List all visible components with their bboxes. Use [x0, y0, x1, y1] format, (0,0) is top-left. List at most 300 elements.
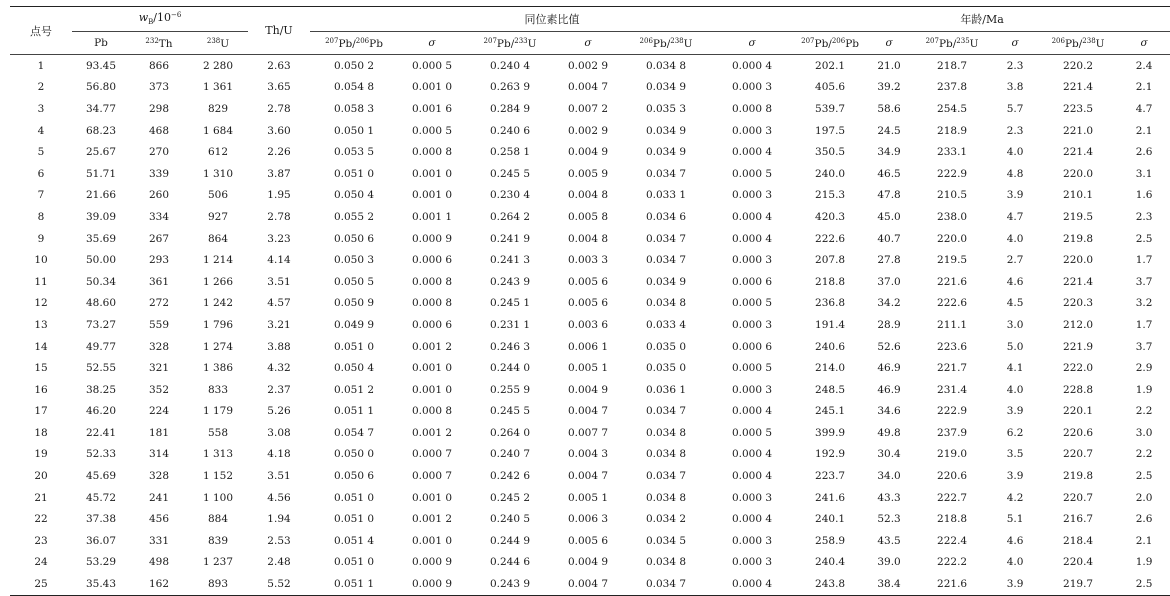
cell-age-207-235: 221.7 — [937, 362, 968, 375]
cell-point-number: 6 — [37, 167, 45, 180]
cell-point-number: 7 — [37, 189, 45, 202]
header-age-207-206-sigma: σ — [866, 32, 912, 55]
cell-age-206-238: 220.7 — [1063, 448, 1094, 461]
cell-pb: 53.29 — [85, 556, 117, 569]
cell-age-207-206-sigma: 52.6 — [877, 340, 901, 353]
cell-ratio-207-206: 0.050 5 — [333, 275, 375, 288]
cell-age-206-238: 221.4 — [1063, 275, 1094, 288]
cell-age-207-235-sigma: 3.9 — [1006, 405, 1024, 418]
cell-point-number: 22 — [34, 513, 48, 526]
cell-ratio-207-235-sigma: 0.005 1 — [567, 491, 609, 504]
cell-ratio-206-238-sigma: 0.000 5 — [731, 362, 773, 375]
cell-age-207-235-sigma: 4.6 — [1006, 275, 1024, 288]
cell-ratio-207-235-sigma: 0.006 1 — [567, 340, 609, 353]
table-row — [10, 487, 1170, 509]
cell-age-207-235-sigma: 4.0 — [1006, 232, 1024, 245]
cell-ratio-206-238-sigma: 0.000 3 — [731, 383, 773, 396]
table-row — [10, 530, 1170, 552]
header-age-206pb-238u: $^{206}$Pb/$^{238}$U — [1038, 32, 1118, 55]
cell-u238: 833 — [207, 383, 229, 396]
cell-ratio-206-238: 0.035 0 — [645, 340, 687, 353]
cell-ratio-206-238-sigma: 0.000 3 — [731, 81, 773, 94]
cell-age-207-235: 211.1 — [937, 318, 968, 331]
cell-point-number: 25 — [10, 573, 72, 595]
cell-age-206-238: 220.7 — [1063, 491, 1094, 504]
cell-age-207-206: 215.3 — [815, 189, 846, 202]
cell-pb: 56.80 — [85, 81, 117, 94]
cell-age-207-206-sigma: 39.0 — [877, 556, 901, 569]
cell-age-207-206: 539.7 — [815, 102, 846, 115]
cell-age-207-206: 191.4 — [815, 318, 846, 331]
cell-age-207-235: 221.6 — [912, 573, 992, 595]
cell-ratio-207-206-sigma: 0.000 9 — [411, 556, 453, 569]
cell-ratio-207-235-sigma: 0.004 8 — [567, 189, 609, 202]
cell-age-206-238: 223.5 — [1063, 102, 1094, 115]
cell-th-u: 3.88 — [267, 340, 291, 353]
cell-ratio-206-238: 0.034 9 — [645, 146, 687, 159]
cell-u238: 1 386 — [202, 362, 234, 375]
cell-point-number: 13 — [34, 318, 48, 331]
cell-age-207-235: 237.8 — [937, 81, 968, 94]
cell-ratio-207-235: 0.243 9 — [489, 275, 531, 288]
cell-ratio-207-206: 0.051 0 — [333, 491, 375, 504]
table-row — [10, 185, 1170, 207]
cell-age-206-238: 220.0 — [1063, 254, 1094, 267]
cell-age-207-235-sigma: 4.6 — [1006, 534, 1024, 547]
cell-ratio-206-238: 0.034 8 — [645, 297, 687, 310]
cell-age-207-206: 240.0 — [815, 167, 846, 180]
cell-age-207-206: 243.8 — [794, 573, 866, 595]
cell-age-207-235: 238.0 — [937, 210, 968, 223]
cell-age-206-238: 216.7 — [1063, 513, 1094, 526]
cell-ratio-206-238: 0.034 8 — [645, 491, 687, 504]
cell-ratio-207-235: 0.243 9 — [466, 573, 554, 595]
cell-th-u: 2.78 — [267, 210, 291, 223]
cell-ratio-206-238-sigma: 0.000 3 — [731, 491, 773, 504]
cell-th232: 260 — [148, 189, 170, 202]
cell-th232: 559 — [148, 318, 170, 331]
cell-age-206-238-sigma: 2.1 — [1135, 124, 1153, 137]
cell-age-207-206-sigma: 43.3 — [877, 491, 901, 504]
cell-ratio-206-238-sigma: 0.000 4 — [731, 448, 773, 461]
cell-ratio-206-238: 0.034 9 — [645, 124, 687, 137]
cell-pb: 45.69 — [85, 470, 117, 483]
cell-age-207-235-sigma: 3.0 — [1006, 318, 1024, 331]
cell-pb: 35.43 — [72, 573, 130, 595]
cell-ratio-207-206: 0.050 4 — [333, 362, 375, 375]
cell-ratio-207-235: 0.245 5 — [489, 167, 531, 180]
cell-age-206-238: 221.4 — [1063, 81, 1094, 94]
cell-age-206-238-sigma: 3.0 — [1135, 426, 1153, 439]
cell-ratio-206-238-sigma: 0.000 3 — [731, 254, 773, 267]
table-row — [10, 141, 1170, 163]
header-age-group: 年龄/Ma — [794, 7, 1170, 32]
cell-age-206-238: 221.9 — [1063, 340, 1094, 353]
cell-age-206-238-sigma: 2.2 — [1135, 405, 1153, 418]
cell-th232: 298 — [148, 102, 170, 115]
table-row — [10, 552, 1170, 574]
cell-th232: 267 — [148, 232, 170, 245]
cell-u238: 864 — [207, 232, 229, 245]
cell-ratio-206-238-sigma: 0.000 4 — [731, 59, 773, 72]
cell-ratio-206-238-sigma: 0.000 4 — [731, 513, 773, 526]
table-row — [10, 77, 1170, 99]
cell-age-206-238: 228.8 — [1063, 383, 1094, 396]
cell-ratio-207-206-sigma: 0.000 7 — [411, 470, 453, 483]
cell-age-207-206-sigma: 45.0 — [877, 210, 901, 223]
cell-age-207-235-sigma: 4.2 — [1006, 491, 1024, 504]
cell-ratio-207-235-sigma: 0.003 3 — [567, 254, 609, 267]
cell-age-207-235-sigma: 6.2 — [1006, 426, 1024, 439]
cell-ratio-207-235-sigma: 0.004 3 — [567, 448, 609, 461]
cell-age-206-238-sigma: 1.9 — [1135, 383, 1153, 396]
cell-age-206-238: 220.2 — [1063, 59, 1094, 72]
cell-age-207-206-sigma: 37.0 — [877, 275, 901, 288]
cell-th232: 293 — [148, 254, 170, 267]
cell-ratio-207-235: 0.240 4 — [489, 59, 531, 72]
cell-ratio-207-206-sigma: 0.001 2 — [411, 340, 453, 353]
cell-ratio-207-235: 0.241 9 — [489, 232, 531, 245]
cell-th-u: 3.21 — [267, 318, 291, 331]
cell-point-number: 14 — [34, 340, 48, 353]
cell-ratio-206-238-sigma: 0.000 3 — [731, 189, 773, 202]
cell-age-207-235: 220.6 — [937, 470, 968, 483]
cell-ratio-207-235: 0.244 0 — [489, 362, 531, 375]
cell-pb: 93.45 — [85, 59, 117, 72]
cell-u238: 839 — [207, 534, 229, 547]
cell-age-207-235: 222.6 — [937, 297, 968, 310]
cell-point-number: 21 — [34, 491, 48, 504]
cell-age-207-206: 399.9 — [815, 426, 846, 439]
cell-pb: 34.77 — [85, 102, 117, 115]
cell-age-207-235: 220.0 — [937, 232, 968, 245]
cell-age-207-235: 218.8 — [937, 513, 968, 526]
cell-age-206-238-sigma: 1.9 — [1135, 556, 1153, 569]
cell-ratio-207-206: 0.050 9 — [333, 297, 375, 310]
cell-ratio-206-238-sigma: 0.000 4 — [731, 146, 773, 159]
cell-ratio-207-235: 0.245 5 — [489, 405, 531, 418]
table-body — [10, 55, 1170, 596]
cell-ratio-206-238: 0.035 0 — [645, 362, 687, 375]
header-age-206-238-sigma: σ — [1118, 32, 1170, 55]
cell-u238: 558 — [207, 426, 229, 439]
cell-ratio-207-206: 0.051 0 — [333, 167, 375, 180]
cell-pb: 68.23 — [85, 124, 117, 137]
header-age-207pb-235u: $^{207}$Pb/$^{235}$U — [912, 32, 992, 55]
cell-ratio-207-206-sigma: 0.000 8 — [411, 275, 453, 288]
header-age-207-235-sigma: σ — [992, 32, 1038, 55]
cell-point-number: 20 — [34, 470, 48, 483]
cell-ratio-207-235: 0.284 9 — [489, 102, 531, 115]
cell-age-207-206-sigma: 24.5 — [877, 124, 901, 137]
cell-ratio-207-235: 0.230 4 — [489, 189, 531, 202]
cell-age-207-206-sigma: 38.4 — [866, 573, 912, 595]
cell-ratio-207-235-sigma: 0.005 9 — [567, 167, 609, 180]
table-row — [10, 379, 1170, 401]
cell-ratio-207-206-sigma: 0.001 1 — [411, 210, 453, 223]
cell-ratio-207-206: 0.051 2 — [333, 383, 375, 396]
cell-point-number: 10 — [34, 254, 48, 267]
cell-ratio-207-235-sigma: 0.004 9 — [567, 556, 609, 569]
cell-age-207-235-sigma: 5.1 — [1006, 513, 1024, 526]
cell-ratio-207-235-sigma: 0.004 9 — [567, 383, 609, 396]
cell-th-u: 1.94 — [267, 513, 291, 526]
cell-ratio-206-238: 0.034 2 — [645, 513, 687, 526]
cell-age-207-206: 207.8 — [815, 254, 846, 267]
cell-th-u: 3.51 — [267, 470, 291, 483]
cell-age-207-235: 222.2 — [937, 556, 968, 569]
cell-ratio-207-206-sigma: 0.000 5 — [411, 59, 453, 72]
header-ratio-207-235-sigma: σ — [554, 32, 622, 55]
cell-ratio-207-206-sigma: 0.001 0 — [411, 189, 453, 202]
cell-ratio-207-206-sigma: 0.000 8 — [411, 405, 453, 418]
cell-ratio-207-206-sigma: 0.001 0 — [411, 383, 453, 396]
cell-age-206-238-sigma: 2.1 — [1135, 81, 1153, 94]
cell-age-207-206: 222.6 — [815, 232, 846, 245]
cell-point-number: 17 — [34, 405, 48, 418]
cell-ratio-207-206: 0.050 3 — [333, 254, 375, 267]
cell-ratio-206-238-sigma: 0.000 4 — [710, 573, 794, 595]
cell-age-207-206-sigma: 58.6 — [877, 102, 901, 115]
cell-u238: 1 313 — [202, 448, 234, 461]
cell-ratio-207-206: 0.051 0 — [333, 513, 375, 526]
cell-ratio-206-238-sigma: 0.000 4 — [731, 210, 773, 223]
table-row — [10, 508, 1170, 530]
cell-age-207-235-sigma: 4.7 — [1006, 210, 1024, 223]
cell-th-u: 5.26 — [267, 405, 291, 418]
cell-th-u: 2.26 — [267, 146, 291, 159]
cell-age-207-206-sigma: 34.2 — [877, 297, 901, 310]
cell-age-206-238: 222.0 — [1063, 362, 1094, 375]
cell-th232: 272 — [148, 297, 170, 310]
cell-u238: 1 152 — [202, 470, 234, 483]
cell-ratio-207-235-sigma: 0.005 6 — [567, 534, 609, 547]
header-ratio-206pb-238u: $^{206}$Pb/$^{238}$U — [622, 32, 710, 55]
cell-ratio-206-238: 0.034 8 — [645, 59, 687, 72]
cell-point-number: 15 — [34, 362, 48, 375]
cell-ratio-207-206-sigma: 0.000 9 — [398, 573, 466, 595]
cell-th-u: 2.63 — [267, 59, 291, 72]
cell-ratio-206-238-sigma: 0.000 4 — [731, 470, 773, 483]
cell-th232: 224 — [148, 405, 170, 418]
cell-point-number: 4 — [37, 124, 45, 137]
cell-u238: 2 280 — [202, 59, 234, 72]
cell-th232: 334 — [148, 210, 170, 223]
cell-age-207-206-sigma: 46.5 — [877, 167, 901, 180]
table-header — [10, 7, 1170, 55]
cell-age-207-206: 240.6 — [815, 340, 846, 353]
table-row — [10, 293, 1170, 315]
cell-ratio-206-238: 0.034 8 — [645, 556, 687, 569]
cell-ratio-207-206-sigma: 0.001 0 — [411, 167, 453, 180]
cell-u238: 1 179 — [202, 405, 234, 418]
cell-age-207-235-sigma: 4.0 — [1006, 383, 1024, 396]
cell-ratio-207-206: 0.051 0 — [333, 556, 375, 569]
cell-ratio-207-235-sigma: 0.004 7 — [567, 470, 609, 483]
cell-pb: 22.41 — [85, 426, 117, 439]
cell-ratio-206-238-sigma: 0.000 4 — [731, 232, 773, 245]
cell-ratio-206-238: 0.034 7 — [645, 232, 687, 245]
cell-age-206-238-sigma: 3.2 — [1135, 297, 1153, 310]
cell-th232: 328 — [148, 340, 170, 353]
cell-th232: 373 — [148, 81, 170, 94]
cell-ratio-207-206: 0.051 0 — [333, 340, 375, 353]
cell-u238: 1 361 — [202, 81, 234, 94]
cell-age-207-206-sigma: 47.8 — [877, 189, 901, 202]
cell-pb: 39.09 — [85, 210, 117, 223]
cell-age-207-235-sigma: 4.1 — [1006, 362, 1024, 375]
cell-age-207-235-sigma: 4.0 — [1006, 556, 1024, 569]
cell-age-207-235-sigma: 5.0 — [1006, 340, 1024, 353]
cell-ratio-207-206: 0.054 8 — [333, 81, 375, 94]
cell-ratio-207-206: 0.050 4 — [333, 189, 375, 202]
table-row — [10, 422, 1170, 444]
cell-th-u: 5.52 — [248, 573, 310, 595]
cell-ratio-207-235-sigma: 0.005 6 — [567, 275, 609, 288]
cell-age-207-206-sigma: 30.4 — [877, 448, 901, 461]
cell-ratio-206-238: 0.034 7 — [645, 470, 687, 483]
cell-age-206-238-sigma: 2.3 — [1135, 210, 1153, 223]
cell-th-u: 3.87 — [267, 167, 291, 180]
cell-age-206-238: 218.4 — [1063, 534, 1094, 547]
table-row — [10, 206, 1170, 228]
cell-age-207-206: 240.1 — [815, 513, 846, 526]
cell-age-207-206-sigma: 46.9 — [877, 383, 901, 396]
table-row — [10, 228, 1170, 250]
cell-ratio-206-238: 0.034 9 — [645, 275, 687, 288]
cell-ratio-207-235: 0.240 6 — [489, 124, 531, 137]
cell-pb: 48.60 — [85, 297, 117, 310]
cell-pb: 37.38 — [85, 513, 117, 526]
cell-ratio-207-206-sigma: 0.001 0 — [411, 81, 453, 94]
cell-age-207-206: 197.5 — [815, 124, 846, 137]
cell-ratio-206-238: 0.034 7 — [645, 405, 687, 418]
table-row — [10, 357, 1170, 379]
cell-age-206-238-sigma: 2.9 — [1135, 362, 1153, 375]
cell-u238: 1 684 — [202, 124, 234, 137]
cell-ratio-207-206-sigma: 0.001 6 — [411, 102, 453, 115]
cell-age-207-235: 210.5 — [937, 189, 968, 202]
header-ratio-207pb-206pb: $^{207}$Pb/$^{206}$Pb — [310, 32, 398, 55]
cell-age-206-238: 220.0 — [1063, 167, 1094, 180]
cell-th-u: 3.65 — [267, 81, 291, 94]
cell-ratio-206-238-sigma: 0.000 5 — [731, 297, 773, 310]
header-ratio-207pb-233u: $^{207}$Pb/$^{233}$U — [466, 32, 554, 55]
cell-ratio-206-238: 0.035 3 — [645, 102, 687, 115]
cell-age-207-206: 218.8 — [815, 275, 846, 288]
cell-age-207-235-sigma: 3.9 — [1006, 470, 1024, 483]
cell-age-207-235: 221.6 — [937, 275, 968, 288]
cell-ratio-206-238: 0.033 1 — [645, 189, 687, 202]
cell-th-u: 2.53 — [267, 534, 291, 547]
cell-ratio-207-206: 0.049 9 — [333, 318, 375, 331]
cell-ratio-207-235: 0.263 9 — [489, 81, 531, 94]
cell-age-207-235: 233.1 — [937, 146, 968, 159]
cell-th232: 181 — [148, 426, 170, 439]
cell-ratio-207-206: 0.053 5 — [333, 146, 375, 159]
header-ratio-207-206-sigma: σ — [398, 32, 466, 55]
cell-th232: 241 — [148, 491, 170, 504]
cell-ratio-207-235: 0.264 0 — [489, 426, 531, 439]
cell-ratio-207-235-sigma: 0.005 8 — [567, 210, 609, 223]
cell-ratio-207-206: 0.058 3 — [333, 102, 375, 115]
cell-age-207-206-sigma: 34.9 — [877, 146, 901, 159]
cell-ratio-207-235-sigma: 0.004 7 — [554, 573, 622, 595]
cell-th-u: 2.48 — [267, 556, 291, 569]
cell-ratio-206-238-sigma: 0.000 8 — [731, 102, 773, 115]
cell-ratio-207-235: 0.246 3 — [489, 340, 531, 353]
cell-age-207-206: 236.8 — [815, 297, 846, 310]
cell-ratio-207-206-sigma: 0.001 0 — [411, 362, 453, 375]
cell-pb: 38.25 — [85, 383, 117, 396]
cell-age-207-206: 405.6 — [815, 81, 846, 94]
cell-u238: 1 266 — [202, 275, 234, 288]
cell-age-206-238: 210.1 — [1063, 189, 1094, 202]
header-pb: Pb — [72, 32, 130, 55]
cell-age-207-235-sigma: 4.0 — [1006, 146, 1024, 159]
cell-u238: 1 100 — [202, 491, 234, 504]
cell-ratio-206-238: 0.034 6 — [645, 210, 687, 223]
cell-th232: 339 — [148, 167, 170, 180]
cell-age-207-206-sigma: 49.8 — [877, 426, 901, 439]
cell-point-number: 9 — [37, 232, 45, 245]
table-row — [10, 401, 1170, 423]
cell-ratio-206-238-sigma: 0.000 3 — [731, 556, 773, 569]
cell-age-207-235: 222.9 — [937, 167, 968, 180]
table-row — [10, 444, 1170, 466]
cell-u238: 1 242 — [202, 297, 234, 310]
cell-pb: 36.07 — [85, 534, 117, 547]
table-row — [10, 314, 1170, 336]
cell-point-number: 2 — [37, 81, 45, 94]
cell-pb: 50.34 — [85, 275, 117, 288]
cell-ratio-207-206-sigma: 0.000 7 — [411, 448, 453, 461]
cell-u238: 1 274 — [202, 340, 234, 353]
cell-th232: 162 — [130, 573, 188, 595]
cell-th-u: 1.95 — [267, 189, 291, 202]
cell-age-206-238-sigma: 2.1 — [1135, 534, 1153, 547]
cell-ratio-207-235-sigma: 0.005 6 — [567, 297, 609, 310]
cell-ratio-206-238-sigma: 0.000 6 — [731, 340, 773, 353]
cell-th-u: 2.37 — [267, 383, 291, 396]
cell-ratio-207-235-sigma: 0.004 7 — [567, 405, 609, 418]
cell-th-u: 3.60 — [267, 124, 291, 137]
cell-age-207-206: 240.4 — [815, 556, 846, 569]
cell-ratio-207-235: 0.242 6 — [489, 470, 531, 483]
cell-point-number: 12 — [34, 297, 48, 310]
table-row — [10, 336, 1170, 358]
cell-age-206-238-sigma: 1.7 — [1135, 254, 1153, 267]
cell-u238: 829 — [207, 102, 229, 115]
cell-age-206-238: 221.4 — [1063, 146, 1094, 159]
table-row — [10, 120, 1170, 142]
cell-age-207-235-sigma: 2.7 — [1006, 254, 1024, 267]
cell-ratio-206-238: 0.034 7 — [622, 573, 710, 595]
cell-ratio-207-235-sigma: 0.007 7 — [567, 426, 609, 439]
cell-age-207-235: 222.9 — [937, 405, 968, 418]
cell-ratio-207-206: 0.051 1 — [310, 573, 398, 595]
cell-ratio-206-238: 0.034 9 — [645, 81, 687, 94]
cell-ratio-207-235-sigma: 0.004 7 — [567, 81, 609, 94]
cell-age-206-238: 212.0 — [1063, 318, 1094, 331]
header-th232: $^{232}$Th — [130, 32, 188, 55]
cell-point-number: 23 — [34, 534, 48, 547]
header-ratio-206-238-sigma: σ — [710, 32, 794, 55]
zircon-data-table-container — [10, 6, 1153, 596]
header-point-number: 点号 — [10, 7, 72, 55]
cell-point-number: 24 — [34, 556, 48, 569]
cell-age-207-235-sigma: 3.9 — [1006, 189, 1024, 202]
